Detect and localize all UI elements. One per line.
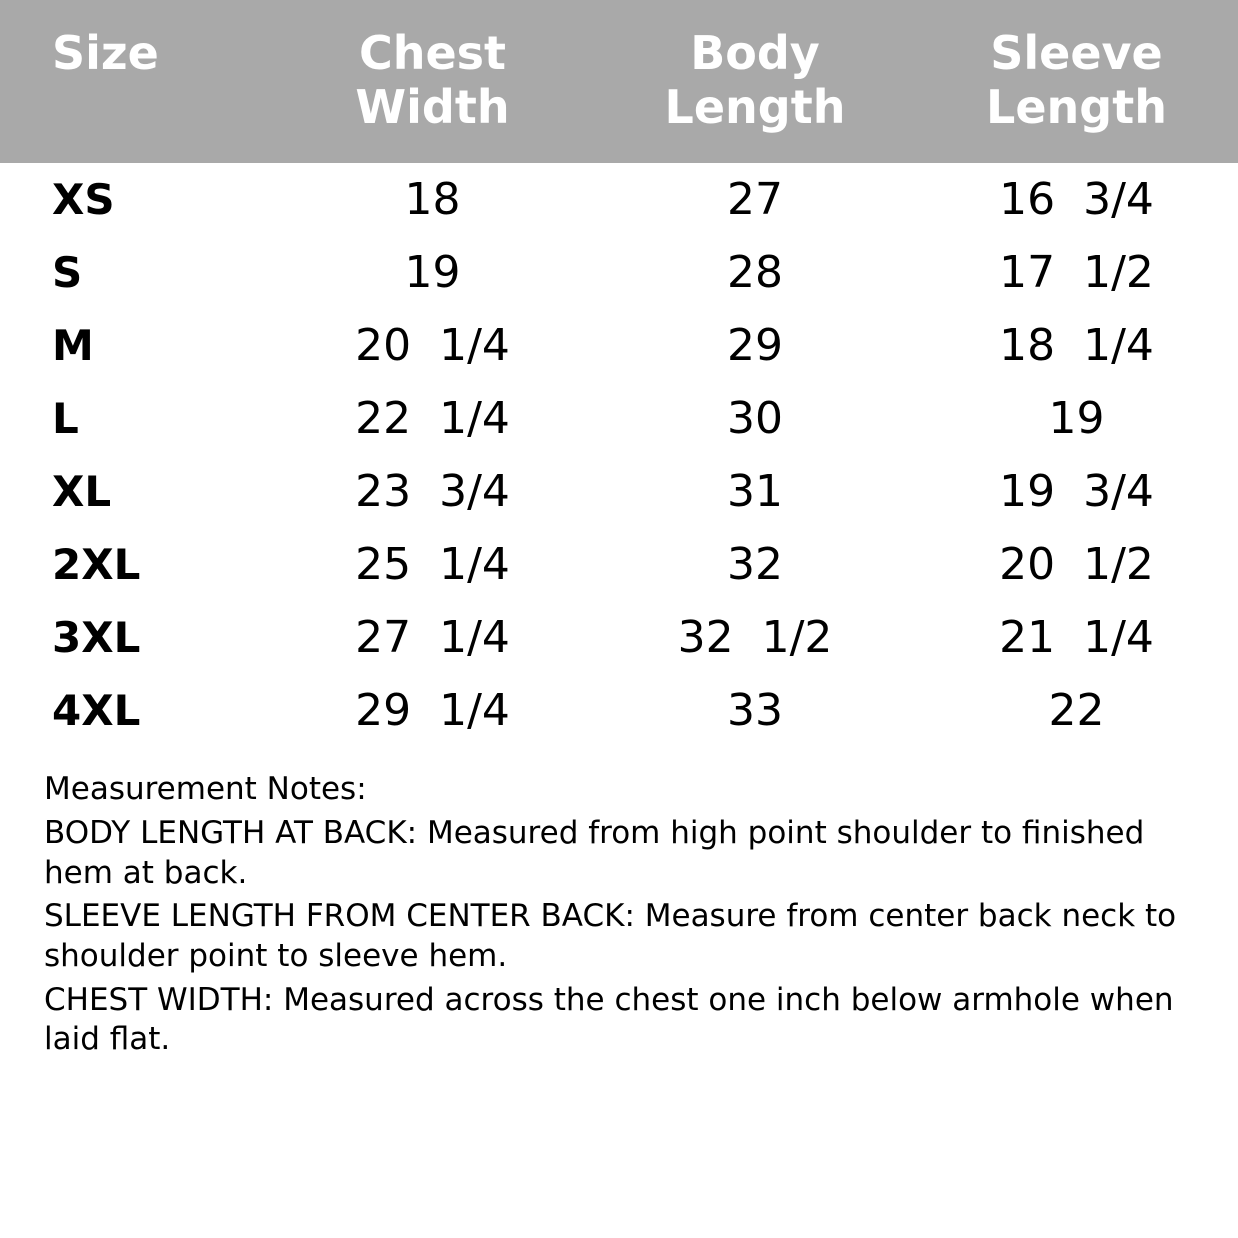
table-row [0,236,1238,309]
cell-chest-width: 23 3/4 [355,465,510,517]
table-row [0,309,1238,382]
table-row [0,163,1238,236]
cell-sleeve-length: 18 1/4 [999,319,1154,371]
table-row [0,601,1238,674]
measurement-notes-title: Measurement Notes: [44,770,367,807]
cell-chest-width: 18 [404,173,461,225]
cell-body-length: 31 [727,465,783,517]
cell-body-length: 28 [727,246,783,298]
cell-size: 2XL [52,539,141,589]
column-header-size: Size [52,26,159,80]
column-header-sleeve-length: Sleeve Length [986,26,1167,135]
table-body [0,163,1238,747]
note-chest-width: CHEST WIDTH: Measured across the chest one inch below armhole when laid flat. [44,981,1174,1058]
cell-body-length: 29 [727,319,783,371]
cell-chest-width: 25 1/4 [355,538,510,590]
cell-size: 3XL [52,612,141,662]
table-row [0,528,1238,601]
table-row [0,674,1238,747]
cell-sleeve-length: 19 3/4 [999,465,1154,517]
cell-size: S [52,247,83,297]
cell-sleeve-length: 19 [1048,392,1105,444]
cell-body-length: 33 [727,684,783,736]
cell-body-length: 32 [727,538,783,590]
table-row [0,382,1238,455]
note-body-length: BODY LENGTH AT BACK: Measured from high point shoulder to finished hem at back. [44,815,1145,891]
table-header [0,0,1238,163]
column-header-chest-width: Chest Width [355,26,510,135]
cell-size: XL [52,466,112,516]
cell-sleeve-length: 16 3/4 [999,173,1154,225]
measurement-notes [0,747,1238,1061]
cell-chest-width: 19 [404,246,461,298]
cell-body-length: 30 [727,392,783,444]
cell-size: 4XL [52,685,141,735]
column-header-body-length: Body Length [664,26,846,135]
cell-size: XS [52,174,115,224]
cell-sleeve-length: 17 1/2 [999,246,1154,298]
table-row [0,455,1238,528]
cell-sleeve-length: 22 [1048,684,1105,736]
cell-body-length: 27 [727,173,783,225]
cell-sleeve-length: 21 1/4 [999,611,1154,663]
cell-size: L [52,393,79,443]
cell-size: M [52,320,94,370]
cell-chest-width: 29 1/4 [355,684,510,736]
cell-chest-width: 20 1/4 [355,319,510,371]
table-header-row [0,0,1238,163]
cell-sleeve-length: 20 1/2 [999,538,1154,590]
cell-body-length: 32 1/2 [677,611,833,663]
cell-chest-width: 22 1/4 [355,392,510,444]
cell-chest-width: 27 1/4 [355,611,510,663]
note-sleeve-length: SLEEVE LENGTH FROM CENTER BACK: Measure from center back neck to shoulder point to sleeve hem. [44,898,1177,975]
